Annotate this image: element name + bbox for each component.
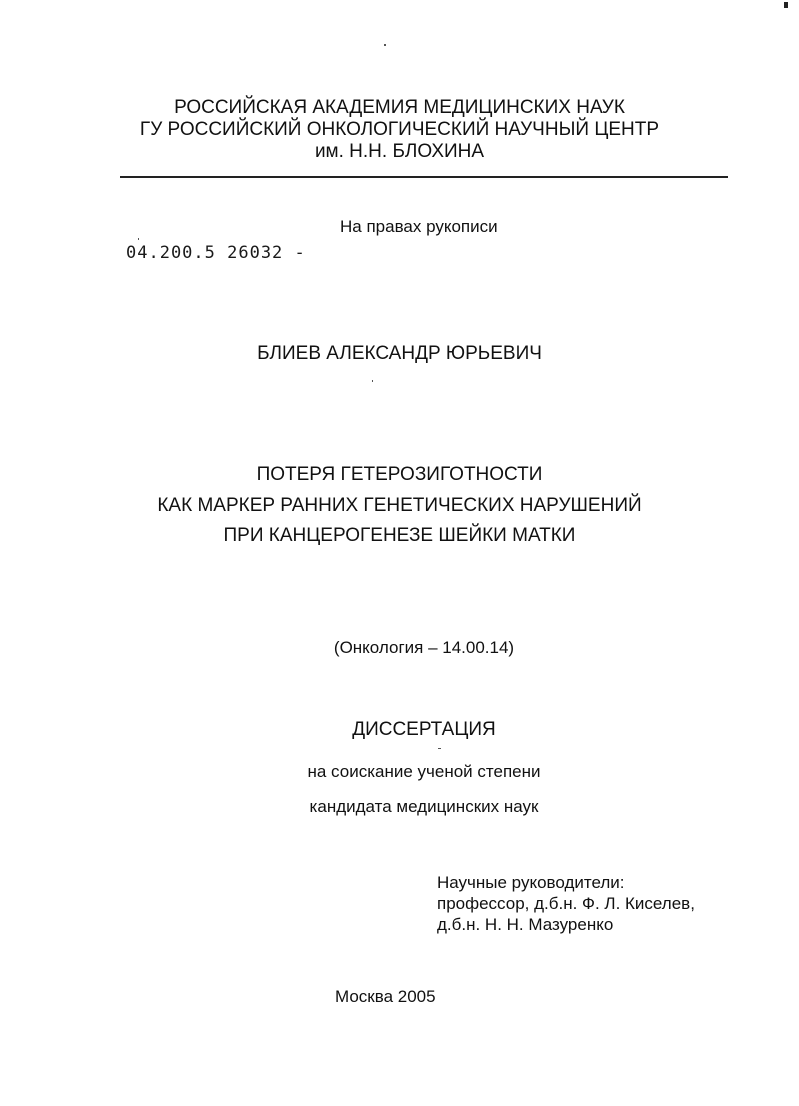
dissertation-title-line-2: КАК МАРКЕР РАННИХ ГЕНЕТИЧЕСКИХ НАРУШЕНИЙ	[157, 495, 642, 516]
institution-line-2: ГУ РОССИЙСКИЙ ОНКОЛОГИЧЕСКИЙ НАУЧНЫЙ ЦЕНТР	[139, 119, 660, 140]
scan-speck	[438, 748, 441, 749]
specialty-code: (Онкология – 14.00.14)	[333, 638, 515, 657]
degree-line-2: кандидата медицинских наук	[309, 797, 539, 816]
dissertation-title-line-3: ПРИ КАНЦЕРОГЕНЕЗЕ ШЕЙКИ МАТКИ	[223, 525, 576, 546]
dissertation-title-line-1: ПОТЕРЯ ГЕТЕРОЗИГОТНОСТИ	[256, 464, 543, 485]
registration-stamp: 04.200.5 26032 -	[126, 243, 306, 263]
scan-speck	[384, 44, 386, 46]
scan-speck	[138, 238, 139, 240]
institution-line-3: им. Н.Н. БЛОХИНА	[314, 141, 485, 162]
scan-speck	[372, 380, 373, 382]
document-type: ДИССЕРТАЦИЯ	[352, 719, 496, 740]
scan-mark	[784, 2, 788, 8]
institution-line-1: РОССИЙСКАЯ АКАДЕМИЯ МЕДИЦИНСКИХ НАУК	[174, 97, 625, 118]
author-name: БЛИЕВ АЛЕКСАНДР ЮРЬЕВИЧ	[257, 343, 542, 364]
header-divider	[120, 176, 728, 178]
place-year: Москва 2005	[335, 987, 436, 1006]
supervisors-heading: Научные руководители:	[437, 873, 625, 892]
manuscript-note: На правах рукописи	[340, 217, 498, 236]
supervisor-line-1: профессор, д.б.н. Ф. Л. Киселев,	[437, 894, 695, 913]
supervisor-line-2: д.б.н. Н. Н. Мазуренко	[437, 915, 614, 934]
degree-line-1: на соискание ученой степени	[307, 762, 541, 781]
